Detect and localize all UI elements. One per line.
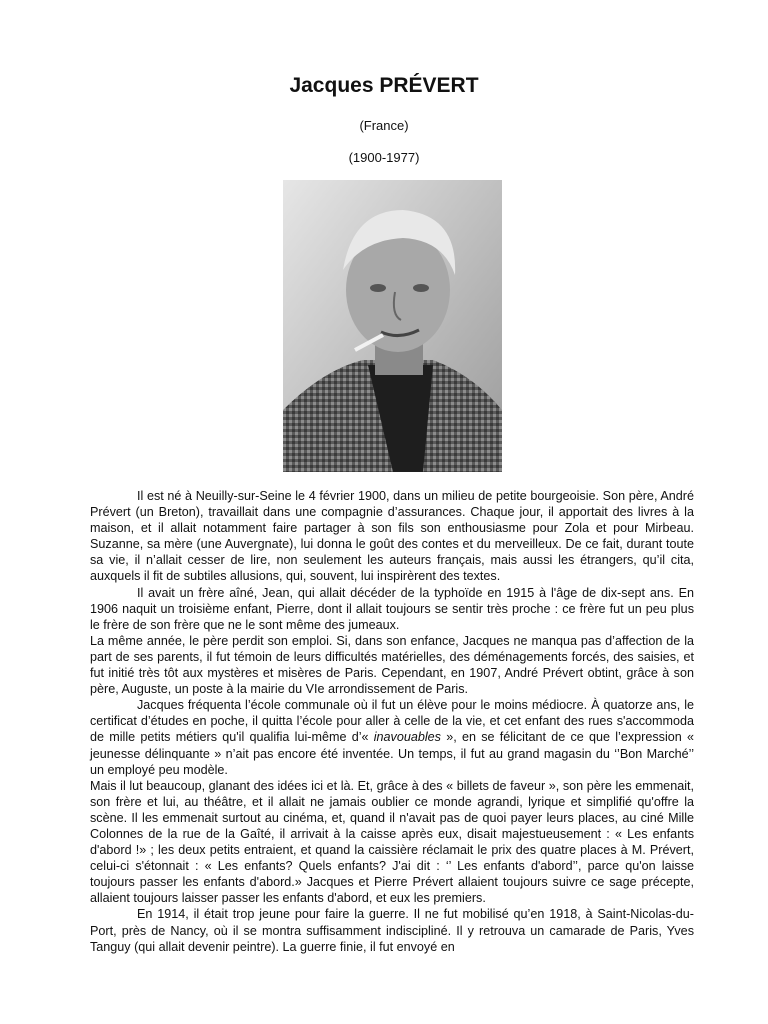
portrait-photo bbox=[283, 180, 502, 472]
text-run: Jacques fréquenta l’école communale où il fut un élève pour le moins médiocre. À quatorze ans, le certificat d’études en poche, il quitta l’école pour aller à celle de la vie, et cet enfant des rues s'accommoda de mille petits métiers qu'il qualifia lui-même d’« bbox=[90, 698, 694, 745]
text-run: », en se félicitant de ce que l’expression « jeunesse délinquante » n’ait pas encore été inventée. Un temps, il fut au grand magasin du ‘’Bon Marché’’ un employé peu modèle. bbox=[90, 730, 694, 777]
life-dates: (1900-1977) bbox=[348, 150, 420, 165]
paragraph: Mais il lut beaucoup, glanant des idées ici et là. Et, grâce à des « billets de faveur », son père les emmenait, son frère et lui, au théâtre, et il allait ne jamais oublier ce monde agrandi, lyrique et simplifié qu'offre la scène. Il les emmenait surtout au cinéma, et, quand il n'avait pas de quoi payer leurs places, au ciné Mille Colonnes de la rue de la Gaîté, il arrivait à la caisse après eux, disait majestueusement : « Les enfants d'abord !» ; les deux petits entraient, et quand la caissière réclamait le prix des quatre places à M. Prévert, celui-ci s'étonnait : « Les enfants? Quels enfants? J'ai dit : ‘’ Les enfants d'abord’’, parce qu'on laisse toujours passer les enfants d'abord.» Jacques et Pierre Prévert allaient toujours suivre ce sage précepte, allaient toujours laisser passer les enfants d'abord, et eux les premiers. bbox=[90, 778, 694, 906]
paragraph: Il est né à Neuilly-sur-Seine le 4 février 1900, dans un milieu de petite bourgeoisie. Son père, André Prévert (un Breton), travaillait dans une compagnie d’assurances. Chaque jour, il apportait des livres à la maison, et il allait notamment faire partager à son fils son enthousiasme pour Zola et pour Mirbeau. Suzanne, sa mère (une Auvergnate), lui donna le goût des contes et du merveilleux. De ce fait, durant toute sa vie, il n’allait cesser de lire, non seulement les auteurs français, mais aussi les étrangers, qu’il cita, auxquels il fit de subtiles allusions, qui, souvent, lui inspirèrent des textes. bbox=[90, 489, 694, 584]
italic-text: inavouables bbox=[373, 730, 441, 745]
country-subtitle: (France) bbox=[359, 118, 409, 133]
paragraph: La même année, le père perdit son emploi. Si, dans son enfance, Jacques ne manqua pas d’affection de la part de ses parents, il fut témoin de leurs difficultés matérielles, des déménagements forcés, des saisies, et fut initié très tôt aux mystères et misères de Paris. Cependant, en 1907, André Prévert obtint, grâce à son père, Auguste, un poste à la mairie du VIe arrondissement de Paris. bbox=[90, 633, 694, 697]
paragraph bbox=[90, 697, 694, 777]
page-title: Jacques PRÉVERT bbox=[289, 74, 479, 97]
paragraph: Il avait un frère aîné, Jean, qui allait décéder de la typhoïde en 1915 à l'âge de dix-sept ans. En 1906 naquit un troisième enfant, Pierre, dont il allait toujours se sentir très proche : ce frère fut un peu plus le frère de son frère que ne le sont même des jumeaux. bbox=[90, 585, 694, 632]
paragraph: En 1914, il était trop jeune pour faire la guerre. Il ne fut mobilisé qu’en 1918, à Saint-Nicolas-du-Port, près de Nancy, où il se montra suffisamment indiscipliné. Il y retrouva un camarade de Paris, Yves Tanguy (qui allait devenir peintre). La guerre finie, il fut envoyé en bbox=[90, 907, 694, 954]
biography-text bbox=[90, 488, 694, 955]
